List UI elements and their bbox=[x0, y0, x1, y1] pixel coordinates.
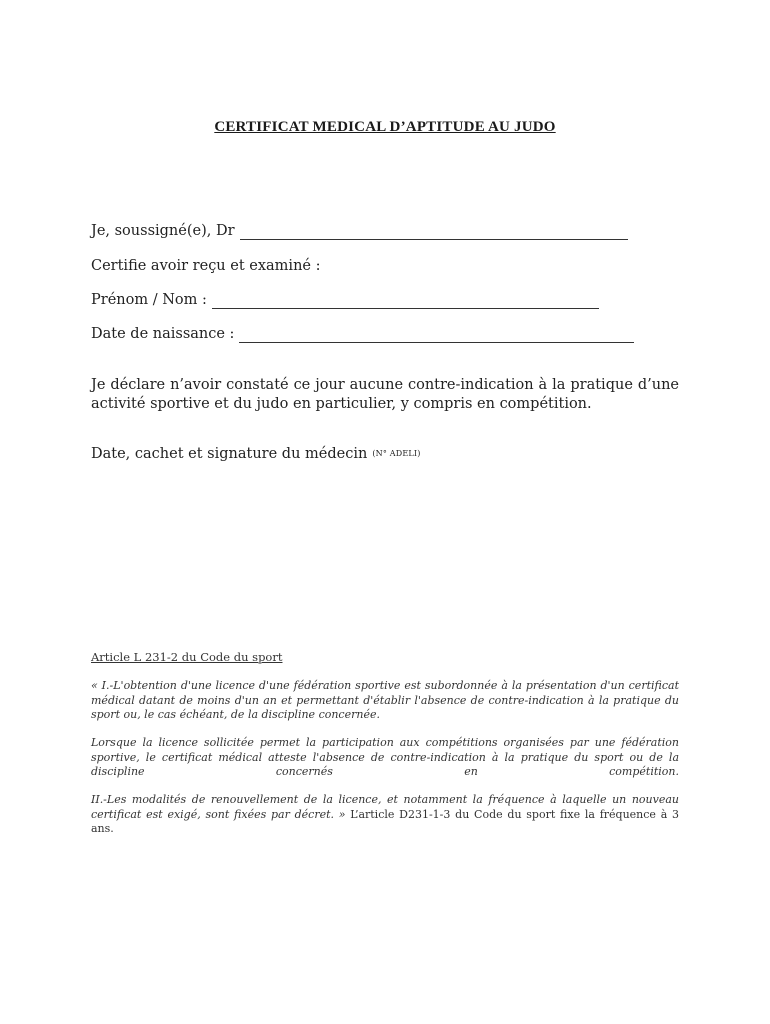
name-label: Prénom / Nom : bbox=[91, 292, 207, 308]
undersigned-row bbox=[91, 222, 628, 240]
article-title: Article L 231-2 du Code du sport bbox=[91, 650, 283, 664]
certifies-label: Certifie avoir reçu et examiné : bbox=[91, 258, 321, 274]
doctor-name-field[interactable] bbox=[240, 225, 628, 240]
adeli-note: (N° ADELI) bbox=[372, 449, 421, 458]
article-paragraph-3-note: L’article D231-1-3 du Code du sport fixe la fréquence à 3 ans. bbox=[91, 807, 680, 835]
article-paragraph-3 bbox=[91, 793, 679, 837]
declaration-text: Je déclare n’avoir constaté ce jour aucune contre-indication à la pratique d’une activité sportive et du judo en particulier, y compris en compétition. bbox=[91, 377, 679, 412]
undersigned-label: Je, soussigné(e), Dr bbox=[91, 223, 235, 239]
signature-label: Date, cachet et signature du médecin bbox=[91, 446, 368, 462]
birthdate-row bbox=[91, 325, 634, 343]
article-paragraph-2: Lorsque la licence sollicitée permet la participation aux compétitions organisées par une fédération sportive, le certificat médical atteste l'absence de contre-indication à la pratique du sport ou de la discipline concernés en compétition. bbox=[91, 736, 679, 778]
name-row bbox=[91, 291, 599, 309]
signature-row bbox=[91, 445, 421, 463]
certifies-row bbox=[91, 257, 320, 275]
birthdate-label: Date de naissance : bbox=[91, 326, 235, 342]
article-paragraph-3-quote: II.-Les modalités de renouvellement de la licence, et notamment la fréquence à laquelle un nouveau certificat est exigé, sont fixées par décret. » bbox=[91, 793, 679, 821]
patient-name-field[interactable] bbox=[212, 294, 599, 309]
article-paragraph-1: « I.-L'obtention d'une licence d'une fédération sportive est subordonnée à la présentation d'un certificat médical datant de moins d'un an et permettant d'établir l'absence de contre-indication à la pratique du sport ou, le cas échéant, de la discipline concernée. bbox=[91, 679, 679, 721]
document-title: CERTIFICAT MEDICAL D’APTITUDE AU JUDO bbox=[214, 119, 556, 135]
birthdate-field[interactable] bbox=[239, 328, 634, 343]
